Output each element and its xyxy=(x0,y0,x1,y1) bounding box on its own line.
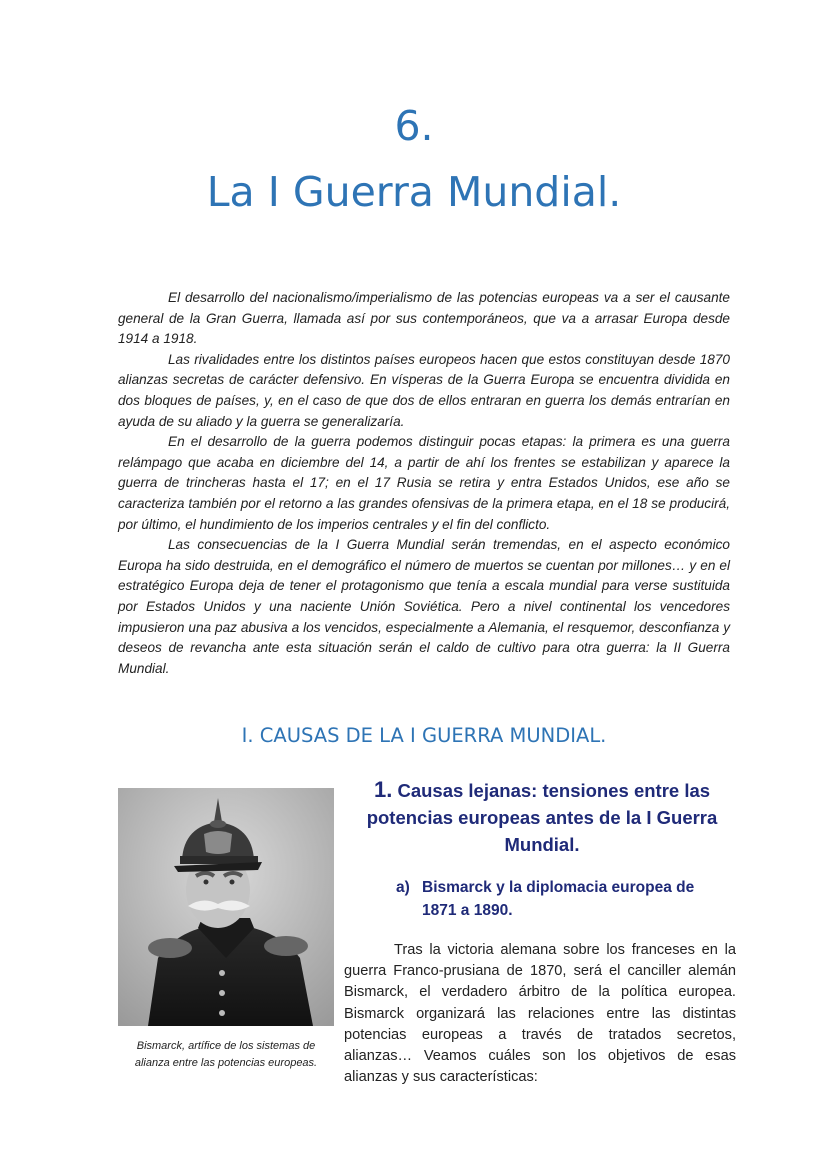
intro-text xyxy=(118,288,730,679)
intro-paragraph: En el desarrollo de la guerra podemos distinguir pocas etapas: la primera es una guerra relámpago que acaba en diciembre del 14, a partir de ahí los frentes se estabilizan y aparece la guerra de trincheras hasta el 17; en el 17 Rusia se retira y entra Estados Unidos, ese año se caracteriza también por el retorno a las grandes ofensivas de la primera etapa, en el 18 se producirá, por último, el hundimiento de los imperios centrales y el fin del conflicto. xyxy=(118,434,730,532)
intro-paragraph: Las rivalidades entre los distintos países europeos hacen que estos constituyan desde 1870 alianzas secretas de carácter defensivo. En vísperas de la Guerra Europa se encuentra dividida en dos bloques de países, y, en el caso de que dos de ellos entraran en guerra los demás entrarían en ayuda de su aliado y la guerra se generalizaría. xyxy=(118,351,730,429)
body-paragraph: Tras la victoria alemana sobre los franceses en la guerra Franco-prusiana de 1870, será el canciller alemán Bismarck, el verdadero árbitro de la política europea. Bismarck organizará las relaciones entre las distintas potencias europeas a través de tratados secretos, alianzas… Veamos cuáles son los objetivos de esas alianzas y sus características: xyxy=(344,942,736,1086)
subsubsection-label: a) xyxy=(396,879,410,896)
intro-paragraph: Las consecuencias de la I Guerra Mundial serán tremendas, en el aspecto económico Europa ha sido destruida, en el demográfico el número de muertos se cuentan por millones… y en el estratégico Europa deja de tener el protagonismo que tenía a escala mundial para verse sustituida por Estados Unidos y una naciente Unión Soviética. Pero a nivel continental los vencedores impusieron una paz abusiva a los vencidos, especialmente a Alemania, el resquemor, desconfianza y deseos de revancha ante esta situación serán el caldo de cultivo para otra guerra: la II Guerra Mundial. xyxy=(118,537,730,676)
subsubsection-title-line1: Bismarck y la diplomacia europea de xyxy=(422,879,695,896)
intro-paragraph: El desarrollo del nacionalismo/imperialismo de las potencias europeas va a ser el causante general de la Gran Guerra, llamada así por sus contemporáneos, que va a arrasar Europa desde 1914 a 1918. xyxy=(118,290,730,347)
chapter-title: La I Guerra Mundial. xyxy=(206,168,622,216)
figure-caption: Bismarck, artífice de los sistemas de alianza entre las potencias europeas. xyxy=(134,1040,318,1069)
subsubsection-title-line2: 1871 a 1890. xyxy=(422,902,513,919)
subsection-number: 1. xyxy=(373,777,393,802)
section-heading: I. CAUSAS DE LA I GUERRA MUNDIAL. xyxy=(241,724,607,747)
subsubsection-heading xyxy=(396,876,736,922)
chapter-number: 6. xyxy=(394,102,434,150)
body-text xyxy=(344,940,736,1088)
subsection-title: Causas lejanas: tensiones entre las potencias europeas antes de la I Guerra Mundial. xyxy=(366,780,718,855)
subsection-heading xyxy=(346,776,738,858)
portrait-illustration xyxy=(118,788,334,1026)
bismarck-portrait xyxy=(118,788,334,1026)
